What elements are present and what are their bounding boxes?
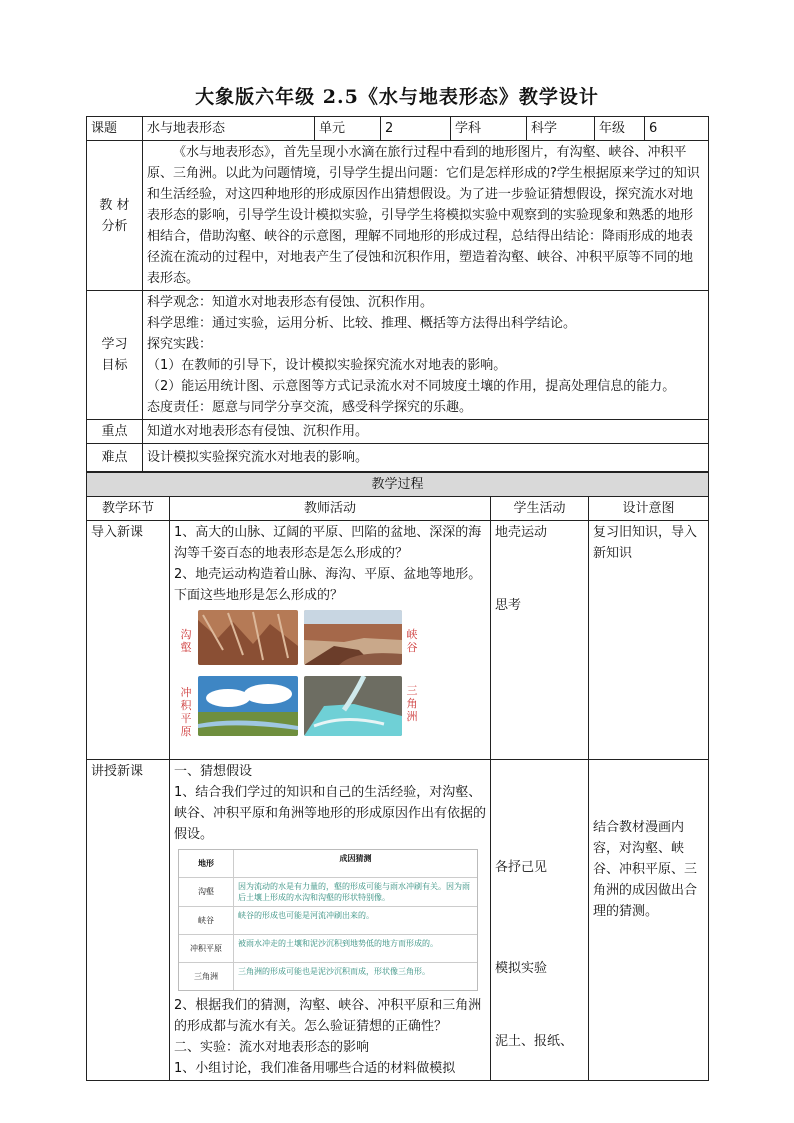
difficulty-label: 难点 [87, 444, 143, 472]
intro-stage: 导入新课 [87, 521, 170, 760]
lecture-heading-2: 二、实验：流水对地表形态的影响 [174, 1040, 370, 1055]
document-title: 大象版六年级 2.5《水与地表形态》教学设计 [195, 86, 599, 108]
delta-label: 三 角 洲 [406, 684, 418, 723]
subject-label: 学科 [451, 117, 527, 141]
lecture-student-2: 模拟实验 [495, 961, 548, 976]
landform-images [174, 608, 486, 758]
lecture-teacher-1: 1、结合我们学过的知识和自己的生活经验，对沟壑、峡谷、冲积平原和角洲等地形的形成原因作出有依据的假设。 [174, 785, 487, 842]
grade-value: 6 [645, 117, 709, 141]
analysis-row [87, 141, 709, 291]
hypothesis-header: 地形 成因猜测 [179, 850, 477, 877]
grade-label: 年级 [595, 117, 645, 141]
key-point-row [87, 420, 709, 444]
intro-student-1: 地壳运动 [495, 525, 548, 540]
intro-student-2: 思考 [495, 598, 522, 613]
lecture-student-3: 泥土、报纸、 [495, 1034, 574, 1049]
lecture-intent [589, 760, 709, 1081]
overview-table [86, 116, 709, 472]
subject-value: 科学 [527, 117, 595, 141]
analysis-text: 《水与地表形态》，首先呈现小水滴在旅行过程中看到的地形图片，有沟壑、峡谷、冲积平原、三角洲。以此为问题情境，引导学生提出问题：它们是怎样形成的?学生根据原来学过的知识和生活经验，对这四种地形的形成原因作出猜想假设。为了进一步验证猜想假设，探究流水对地表形态的影响，引导学生设计模拟实验，引导学生将模拟实验中观察到的实验现象和熟悉的地形相结合，借助沟壑、峡谷的示意图，理解不同地形的形成过程，总结得出结论：降雨形成的地表径流在流动的过程中，对地表产生了侵蚀和沉积作用，塑造着沟壑、峡谷、冲积平原等不同的地表形态。 [143, 141, 709, 291]
key-point-text: 知道水对地表形态有侵蚀、沉积作用。 [143, 420, 709, 444]
lecture-teacher-2: 2、根据我们的猜测，沟壑、峡谷、冲积平原和三角洲的形成都与流水有关。怎么验证猜想的正确性？ [174, 998, 482, 1034]
goal-line: （2）能运用统计图、示意图等方式记录流水对不同坡度土壤的作用，提高处理信息的能力。 [147, 379, 676, 394]
intro-row [87, 521, 709, 760]
lecture-student [491, 760, 589, 1081]
hypothesis-row: 冲积平原 被雨水冲走的土壤和泥沙沉积到地势低的地方而形成的。 [179, 934, 477, 962]
lecture-teacher [170, 760, 491, 1081]
process-heading: 教学过程 [87, 473, 709, 497]
lecture-intent-text: 结合教材漫画内容，对沟壑、峡谷、冲积平原、三角洲的成因做出合理的猜测。 [593, 820, 698, 919]
intro-intent: 复习旧知识，导入新知识 [589, 521, 709, 760]
col-stage: 教学环节 [87, 497, 170, 521]
goal-line: 科学思维：通过实验，运用分析、比较、推理、概括等方法得出科学结论。 [147, 316, 577, 331]
lecture-row [87, 760, 709, 1081]
hypothesis-row: 沟壑 因为流动的水是有力量的，壑的形成可能与雨水冲刷有关。因为雨后土壤上形成的水沟和沟壑的形状特别像。 [179, 877, 477, 906]
goals-text [143, 291, 709, 420]
canyon-label: 峡 谷 [406, 628, 418, 654]
difficulty-text: 设计模拟实验探究流水对地表的影响。 [143, 444, 709, 472]
goal-line: 探究实践： [147, 337, 213, 352]
lecture-teacher-3: 1、小组讨论，我们准备用哪些合适的材料做模拟 [174, 1061, 456, 1076]
delta-photo [304, 676, 402, 736]
intro-teacher-q2: 2、地壳运动构造着山脉、海沟、平原、盆地等地形。下面这些地形是怎么形成的？ [174, 567, 482, 603]
hypothesis-table [178, 849, 478, 991]
col-student: 学生活动 [491, 497, 589, 521]
unit-label: 单元 [315, 117, 381, 141]
gully-label: 沟 壑 [180, 628, 192, 654]
alluvial-plain-label: 冲 积 平 原 [180, 686, 192, 738]
process-columns-row [87, 497, 709, 521]
unit-value: 2 [381, 117, 451, 141]
topic-label: 课题 [87, 117, 143, 141]
process-heading-row [87, 473, 709, 497]
analysis-label: 教 材 分析 [87, 141, 143, 291]
col-teacher: 教师活动 [170, 497, 491, 521]
header-row [87, 117, 709, 141]
intro-teacher-q1: 1、高大的山脉、辽阔的平原、凹陷的盆地、深深的海沟等千姿百态的地表形态是怎么形成的？ [174, 525, 482, 561]
intro-student [491, 521, 589, 760]
hypothesis-row: 三角洲 三角洲的形成可能也是泥沙沉积而成，形状像三角形。 [179, 962, 477, 990]
goals-row [87, 291, 709, 420]
lecture-heading-1: 一、猜想假设 [174, 764, 253, 779]
lecture-student-1: 各抒己见 [495, 860, 548, 875]
key-point-label: 重点 [87, 420, 143, 444]
hypothesis-row: 峡谷 峡谷的形成也可能是河流冲刷出来的。 [179, 906, 477, 934]
lecture-stage: 讲授新课 [87, 760, 170, 1081]
intro-teacher [170, 521, 491, 760]
goal-line: （1）在教师的引导下，设计模拟实验探究流水对地表的影响。 [147, 358, 507, 373]
goals-label: 学习 目标 [87, 291, 143, 420]
canyon-photo [304, 610, 402, 665]
gully-photo [198, 610, 298, 665]
alluvial-plain-photo [198, 676, 298, 736]
goal-line: 科学观念：知道水对地表形态有侵蚀、沉积作用。 [147, 295, 434, 310]
difficulty-row [87, 444, 709, 472]
process-table [86, 472, 709, 1081]
topic-value: 水与地表形态 [143, 117, 315, 141]
col-intent: 设计意图 [589, 497, 709, 521]
goal-line: 态度责任：愿意与同学分享交流，感受科学探究的乐趣。 [147, 400, 473, 415]
